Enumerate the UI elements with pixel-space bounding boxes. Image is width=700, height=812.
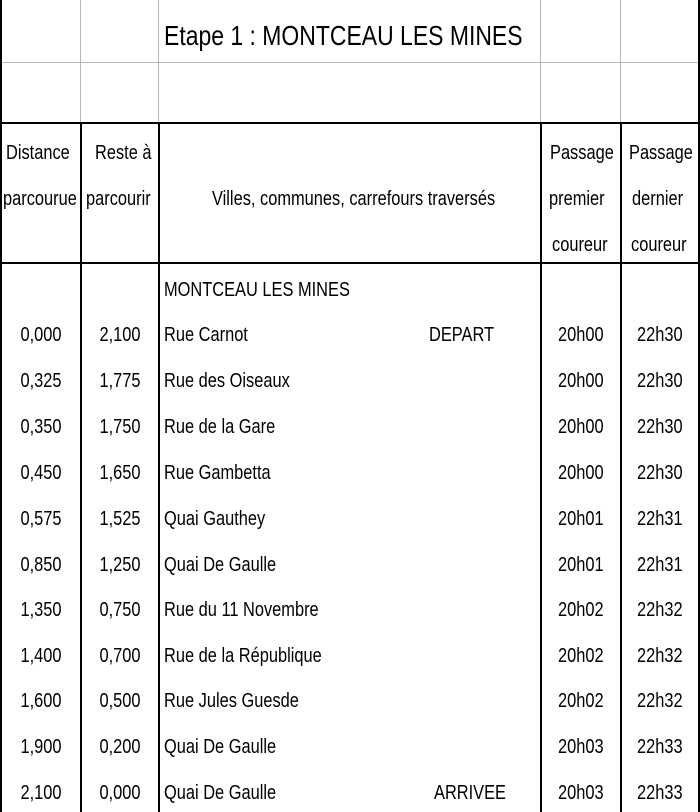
dernier-cell: 22h30	[637, 416, 683, 438]
dernier-cell: 22h32	[637, 645, 683, 667]
distance-cell: 0,325	[20, 370, 62, 392]
distance-cell: 0,450	[20, 462, 62, 484]
premier-cell: 20h03	[558, 736, 604, 758]
premier-cell: 20h01	[558, 554, 604, 576]
header-distance-line-1: Distance	[6, 142, 70, 164]
grid-vline	[80, 0, 81, 122]
premier-cell: 20h02	[558, 690, 604, 712]
lieu-cell: Quai De Gaulle	[164, 782, 277, 804]
reste-cell: 1,750	[99, 416, 141, 438]
reste-cell: 0,700	[99, 645, 141, 667]
header-premier-line-3: coureur	[552, 234, 608, 256]
distance-cell: 0,000	[20, 324, 62, 346]
header-top-border	[0, 122, 700, 124]
lieu-cell: Rue du 11 Novembre	[164, 599, 319, 621]
premier-cell: 20h00	[558, 370, 604, 392]
header-villes: Villes, communes, carrefours traversés	[212, 188, 496, 210]
lieu-cell: Rue des Oiseaux	[164, 370, 290, 392]
lieu-cell: Quai Gauthey	[164, 508, 266, 530]
reste-cell: 0,750	[99, 599, 141, 621]
reste-cell: 2,100	[99, 324, 141, 346]
reste-cell: 1,525	[99, 508, 141, 530]
premier-cell: 20h00	[558, 416, 604, 438]
premier-cell: 20h01	[558, 508, 604, 530]
dernier-cell: 22h31	[637, 554, 683, 576]
grid-hline	[0, 62, 700, 63]
reste-cell: 0,500	[99, 690, 141, 712]
premier-cell: 20h03	[558, 782, 604, 804]
header-distance-line-2: parcourue	[3, 188, 77, 210]
stage-title: Etape 1 : MONTCEAU LES MINES	[164, 20, 523, 51]
premier-cell: 20h00	[558, 324, 604, 346]
dernier-cell: 22h30	[637, 462, 683, 484]
lieu-cell: Rue de la République	[164, 645, 322, 667]
dernier-cell: 22h30	[637, 370, 683, 392]
lieu-cell: Quai De Gaulle	[164, 554, 277, 576]
distance-cell: 0,850	[20, 554, 62, 576]
distance-cell: 0,575	[20, 508, 62, 530]
grid-vline	[620, 0, 621, 122]
dernier-cell: 22h33	[637, 782, 683, 804]
distance-cell: 1,600	[20, 690, 62, 712]
premier-cell: 20h00	[558, 462, 604, 484]
dernier-cell: 22h30	[637, 324, 683, 346]
lieu-cell: Rue Gambetta	[164, 462, 271, 484]
reste-cell: 1,775	[99, 370, 141, 392]
header-dernier-line-3: coureur	[631, 234, 687, 256]
lieu-cell: Quai De Gaulle	[164, 736, 277, 758]
distance-cell: 1,900	[20, 736, 62, 758]
header-reste-line-1: Reste à	[95, 142, 152, 164]
header-bottom-border	[0, 262, 700, 264]
note-cell: DEPART	[429, 324, 495, 346]
grid-vline	[158, 0, 159, 122]
lieu-cell: Rue Jules Guesde	[164, 690, 299, 712]
section-label: MONTCEAU LES MINES	[164, 279, 350, 301]
column-border	[158, 122, 160, 812]
header-premier-line-2: premier	[549, 188, 605, 210]
premier-cell: 20h02	[558, 599, 604, 621]
distance-cell: 1,400	[20, 645, 62, 667]
distance-cell: 1,350	[20, 599, 62, 621]
header-reste-line-2: parcourir	[86, 188, 151, 210]
dernier-cell: 22h32	[637, 690, 683, 712]
header-dernier-line-1: Passage	[629, 142, 693, 164]
dernier-cell: 22h31	[637, 508, 683, 530]
dernier-cell: 22h32	[637, 599, 683, 621]
grid-vline	[540, 0, 541, 122]
header-premier-line-1: Passage	[550, 142, 614, 164]
premier-cell: 20h02	[558, 645, 604, 667]
distance-cell: 2,100	[20, 782, 62, 804]
distance-cell: 0,350	[20, 416, 62, 438]
lieu-cell: Rue de la Gare	[164, 416, 276, 438]
reste-cell: 0,000	[99, 782, 141, 804]
reste-cell: 1,650	[99, 462, 141, 484]
header-dernier-line-2: dernier	[632, 188, 684, 210]
note-cell: ARRIVEE	[434, 782, 507, 804]
lieu-cell: Rue Carnot	[164, 324, 248, 346]
reste-cell: 0,200	[99, 736, 141, 758]
dernier-cell: 22h33	[637, 736, 683, 758]
reste-cell: 1,250	[99, 554, 141, 576]
